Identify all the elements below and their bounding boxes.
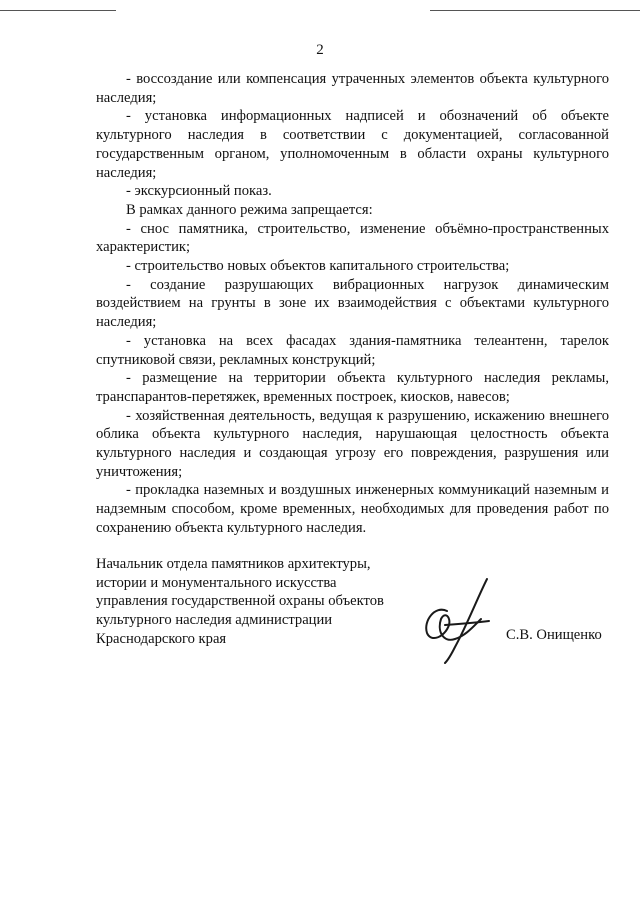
top-border-right [430,10,640,11]
signatory-title-line: Краснодарского края [96,630,227,647]
paragraph: - размещение на территории объекта культурного наследия рекламы, транспарантов-перетяжек, временных построек, киосков, навесов; [96,370,609,405]
paragraph: - установка информационных надписей и обозначений об объекте культурного наследия в соответствии с документацией, согласованной государственным органом, уполномоченным в области охраны культурного наследия; [96,108,609,181]
paragraph: - создание разрушающих вибрационных нагрузок динамическим воздействием на грунты в зоне их взаимодействия с объектами культурного наследия; [96,276,609,331]
document-body [96,70,609,538]
paragraph: - экскурсионный показ. [126,183,272,200]
signatory-title-line: истории и монументального искусства [96,574,337,591]
paragraph: - воссоздание или компенсация утраченных элементов объекта культурного наследия; [96,71,609,106]
paragraph: - хозяйственная деятельность, ведущая к разрушению, искажению внешнего облика объекта культурного наследия, нарушающая целостность объекта культурного наследия и создающая угрозу его повреждения, разрушения или уничтожения; [96,407,609,480]
handwritten-signature [415,575,495,665]
paragraph: - прокладка наземных и воздушных инженерных коммуникаций наземным и надземным способом, кроме временных, необходимых для проведения работ по сохранению объекта культурного наследия. [96,482,609,536]
signatory-title-line: культурного наследия администрации [96,612,333,629]
paragraph: - установка на всех фасадах здания-памятника телеантенн, тарелок спутниковой связи, рекламных конструкций; [96,332,609,368]
paragraph: В рамках данного режима запрещается: [126,201,373,218]
signatory-title-line: Начальник отдела памятников архитектуры, [96,556,371,572]
signatory-name: С.В. Онищенко [506,627,602,643]
paragraph: - снос памятника, строительство, изменение объёмно-пространственных характеристик; [96,220,609,256]
page-number: 2 [316,42,324,58]
signatory-title-line: управления государственной охраны объектов [96,593,384,610]
top-border-left [0,10,116,11]
signatory-title [96,555,426,649]
paragraph: - строительство новых объектов капитального строительства; [126,258,510,275]
